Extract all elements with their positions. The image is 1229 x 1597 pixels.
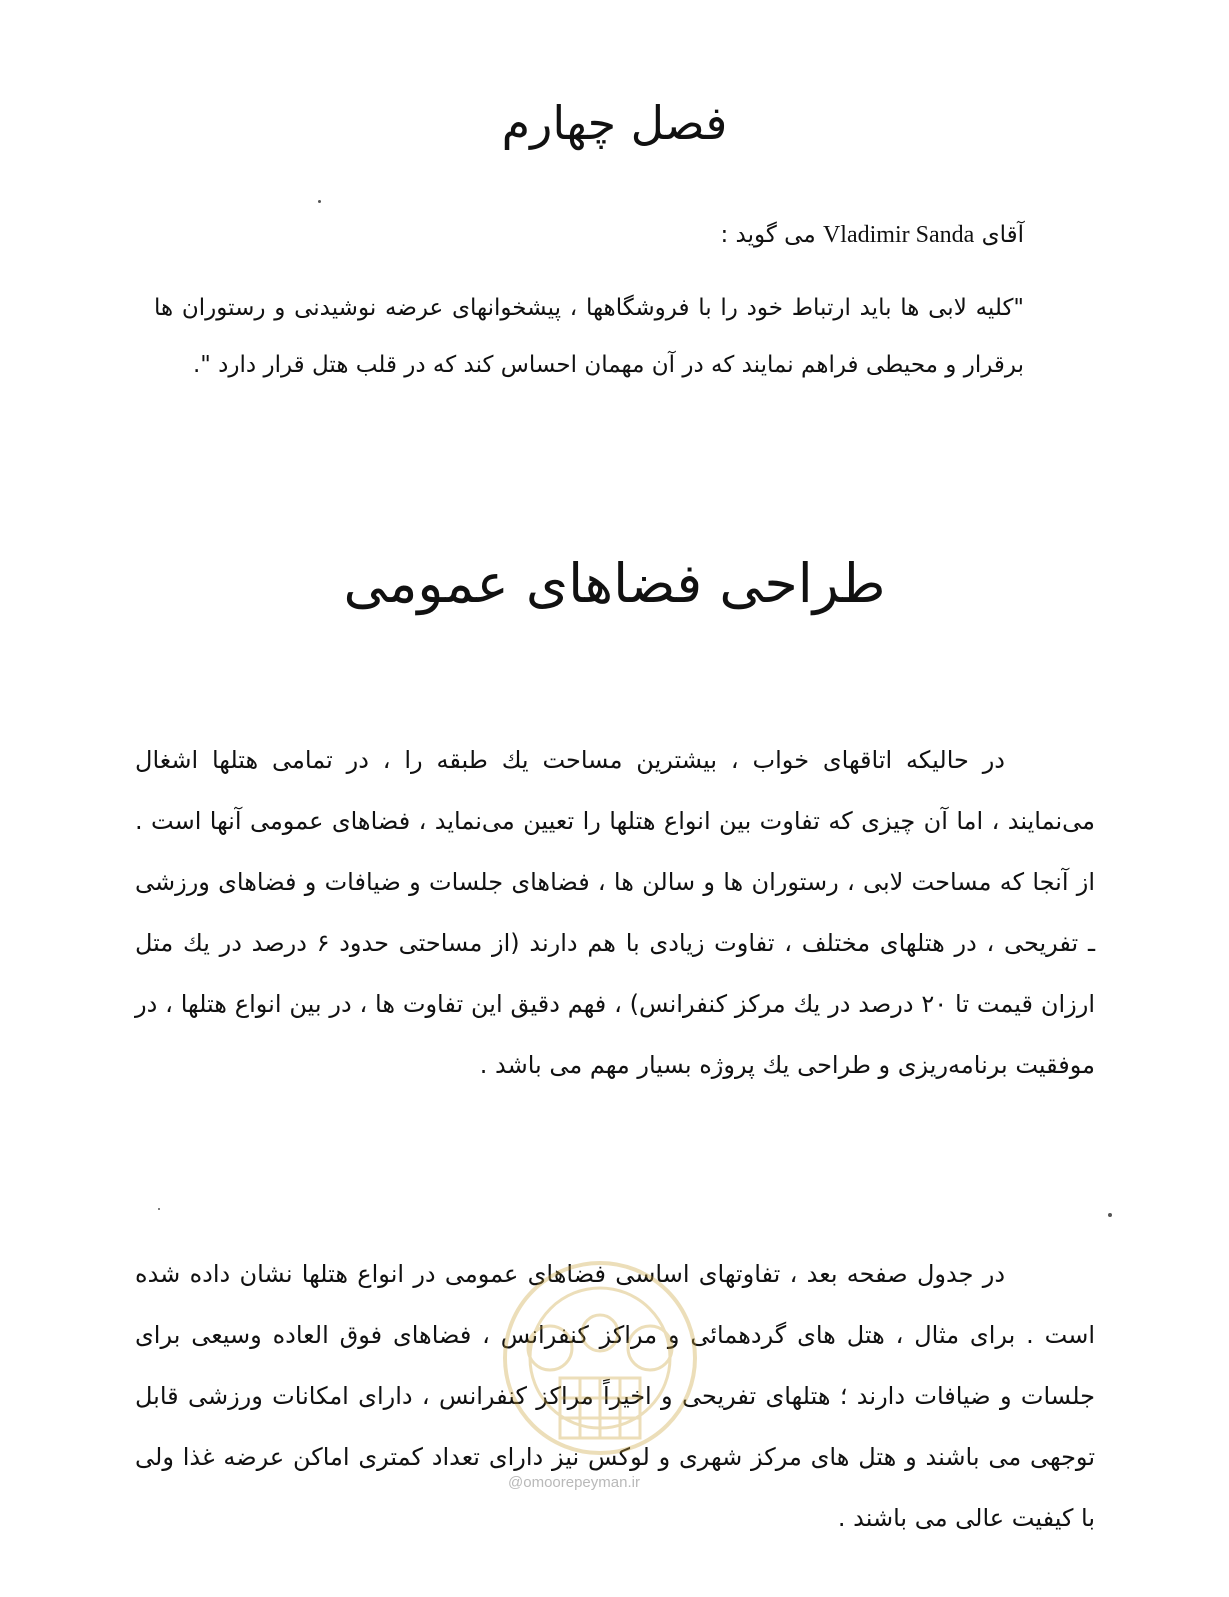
speaker-name: Vladimir Sanda (822, 222, 975, 248)
quote-text: "کلیه لابی ها باید ارتباط خود را با فروشگاهها ، پیشخوانهای عرضه نوشیدنی و رستوران ها برقرار و محیطی فراهم نمایند که در آن مهمان احساس کند که در قلب هتل قرار دارد ". (154, 295, 1024, 378)
body-paragraph-2 (135, 1244, 1095, 1549)
quote-intro-suffix: می گوید : (720, 222, 816, 248)
watermark-text: @omoorepeyman.ir (508, 1474, 640, 1491)
chapter-title: فصل چهارم (501, 96, 728, 150)
scan-speck (318, 200, 321, 203)
scan-speck (1108, 1213, 1112, 1217)
section-title: طراحی فضاهای عمومی (343, 552, 886, 615)
quote-intro (204, 222, 1024, 249)
body-paragraph-1 (135, 730, 1095, 1096)
paragraph-1-text: در حالیکه اتاقهای خواب ، بیشترین مساحت یك طبقه را ، در تمامی هتلها اشغال می‌نمایند ، اما آن چیزی که تفاوت بین انواع هتلها را تعیین می‌نماید ، فضاهای عمومی آنها است . از آنجا که مساحت لابی ، رستوران ها و سالن ها ، فضاهای جلسات و ضیافات و فضاهای ورزشی ـ تفریحی ، در هتلهای مختلف ، تفاوت زیادی با هم دارند (از مساحتی حدود ۶ درصد در یك متل ارزان قیمت تا ۲۰ درصد در یك مرکز کنفرانس) ، فهم دقیق این تفاوت ها ، در بین انواع هتلها ، در موفقیت برنامه‌ریزی و طراحی یك پروژه بسیار مهم می باشد . (135, 746, 1095, 1079)
scan-speck (158, 1208, 160, 1210)
paragraph-2-text: در جدول صفحه بعد ، تفاوتهای اساسی فضاهای عمومی در انواع هتلها نشان داده شده است . برای مثال ، هتل های گردهمائی و مراکز کنفرانس ، فضاهای فوق العاده وسیعی برای جلسات و ضیافات دارند ؛ هتلهای تفریحی و اخیراً مراکز کنفرانس ، دارای امکانات ورزشی قابل توجهی می باشند و هتل های مرکز شهری و لوکس نیز دارای تعداد کمتری اماکن عرضه غذا ولی با کیفیت عالی می باشند . (135, 1260, 1095, 1532)
quote-intro-prefix: آقای (981, 222, 1024, 248)
